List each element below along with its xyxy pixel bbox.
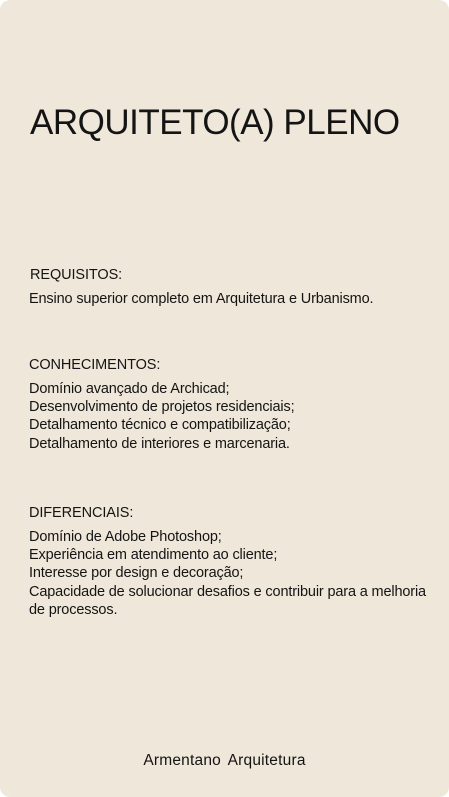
- company-name: Armentano Arquitetura: [143, 752, 306, 769]
- list-item: Domínio de Adobe Photoshop;: [29, 529, 222, 545]
- job-title: ARQUITETO(A) PLENO: [30, 103, 400, 142]
- section-heading: REQUISITOS:: [30, 267, 123, 283]
- requirements-section: [29, 266, 434, 308]
- section-list: [29, 528, 434, 619]
- list-item: Experiência em atendimento ao cliente;: [29, 547, 278, 564]
- differentials-section: [29, 504, 434, 619]
- list-item: Domínio avançado de Archicad;: [29, 381, 230, 397]
- list-item: de processos.: [29, 601, 118, 618]
- section-heading: DIFERENCIAIS:: [29, 505, 134, 521]
- list-item: Detalhamento de interiores e marcenaria.: [29, 435, 290, 452]
- list-item: Desenvolvimento de projetos residenciais;: [29, 399, 295, 416]
- list-item: Capacidade de solucionar desafios e contribuir para a melhoria: [29, 583, 426, 600]
- section-list: [29, 290, 434, 308]
- section-heading: CONHECIMENTOS:: [29, 357, 161, 373]
- list-item: Detalhamento técnico e compatibilização;: [29, 417, 291, 434]
- knowledge-section: [29, 356, 434, 453]
- section-list: [29, 380, 434, 453]
- list-item: Ensino superior completo em Arquitetura e Urbanismo.: [29, 291, 374, 307]
- list-item: Interesse por design e decoração;: [29, 565, 244, 582]
